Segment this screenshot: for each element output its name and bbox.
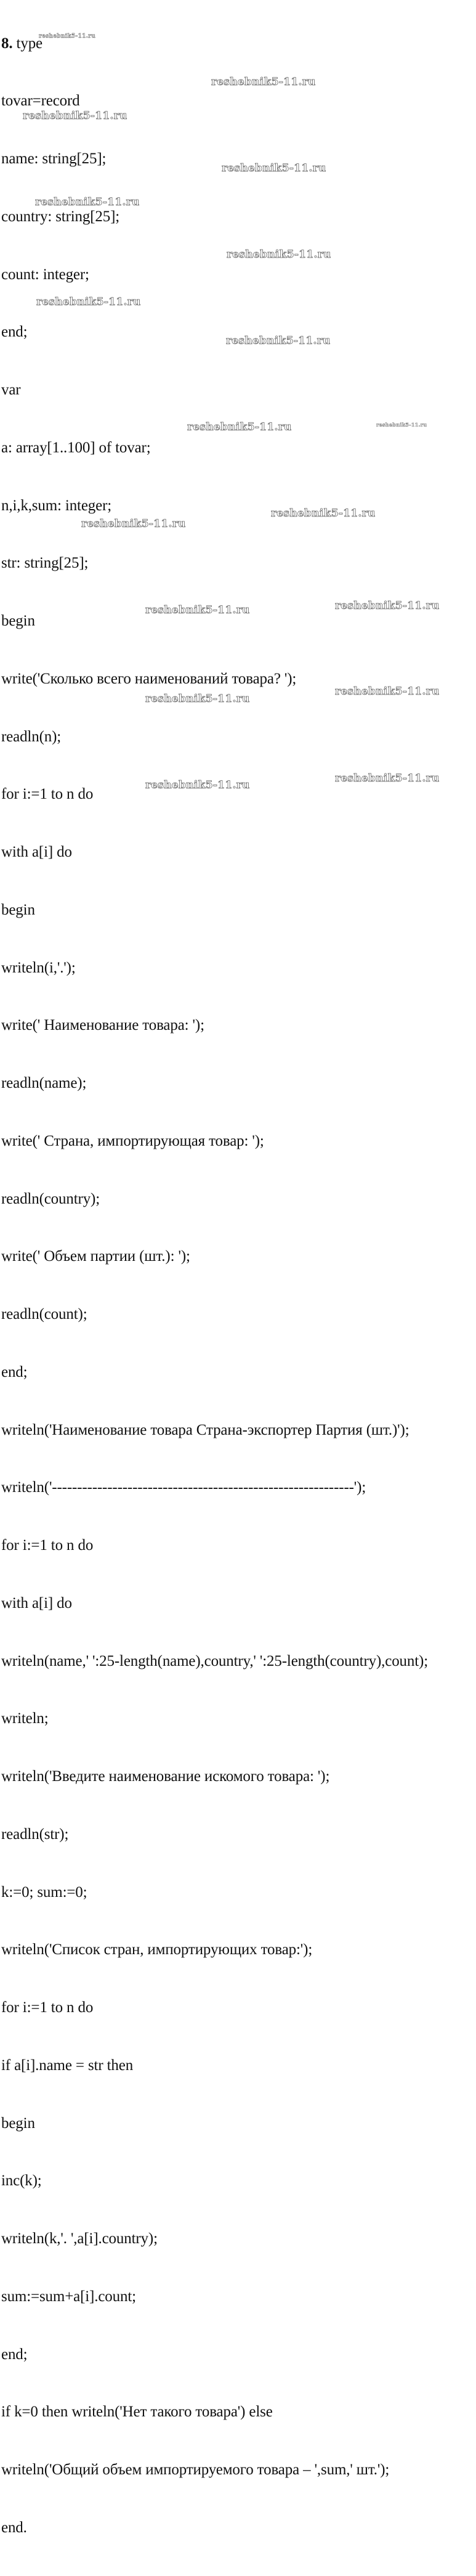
code-line: n,i,k,sum: integer;	[1, 497, 112, 514]
code-line: begin	[1, 901, 35, 918]
code-line: tovar=record	[1, 92, 80, 110]
code-line: if a[i].name = str then	[1, 2056, 134, 2074]
watermark: reshebnik5-11.ru	[335, 600, 440, 612]
code-line: write(' Страна, импортирующая товар: ');	[1, 1132, 264, 1149]
code-line: if k=0 then writeln('Нет такого товара') else	[1, 2403, 273, 2421]
watermark: reshebnik5-11.ru	[145, 779, 250, 791]
code-line: for i:=1 to n do	[1, 786, 94, 803]
code-line: end.	[1, 2519, 27, 2536]
code-line: readln(name);	[1, 1075, 87, 1091]
code-line: writeln('Введите наименование искомого товара: ');	[1, 1768, 330, 1785]
watermark: reshebnik5-11.ru	[222, 162, 326, 174]
code-line: with a[i] do	[1, 844, 72, 860]
code-line: end;	[1, 2346, 28, 2363]
code-line: writeln('Наименование товара Страна-экспортер Партия (шт.)');	[1, 1421, 409, 1438]
code-line: a: array[1..100] of tovar;	[1, 439, 151, 456]
code-line: begin	[1, 2114, 35, 2132]
watermark: reshebnik5-11.ru	[187, 421, 292, 433]
code-line: begin	[1, 613, 35, 629]
watermark: reshebnik5-11.ru	[227, 248, 331, 261]
code-line: write('Сколько всего наименований товара? ');	[1, 670, 297, 687]
code-line: writeln(k,'. ',a[i].country);	[1, 2230, 158, 2247]
watermark: reshebnik5-11.ru	[335, 772, 440, 785]
code-line: with a[i] do	[1, 1594, 72, 1612]
code-line: write(' Наименование товара: ');	[1, 1017, 204, 1034]
code-line: for i:=1 to n do	[1, 1999, 94, 2016]
code-line: write(' Объем партии (шт.): ');	[1, 1248, 190, 1265]
code-line: country: string[25];	[1, 208, 120, 225]
code-line: writeln('Общий объем импортируемого товара – ',sum,' шт.');	[1, 2461, 390, 2478]
code-line: count: integer;	[1, 266, 89, 283]
watermark: reshebnik5-11.ru	[335, 685, 440, 698]
code-line: readln(n);	[1, 728, 62, 745]
code-line: readln(count);	[1, 1306, 87, 1323]
code-line: end;	[1, 324, 28, 341]
code-line: readln(str);	[1, 1825, 69, 1843]
watermark: reshebnik5-11.ru	[145, 693, 250, 705]
watermark: reshebnik5-11.ru	[145, 604, 250, 616]
code-line: readln(country);	[1, 1190, 100, 1207]
code-line: sum:=sum+a[i].count;	[1, 2288, 136, 2305]
code-line: for i:=1 to n do	[1, 1537, 94, 1554]
watermark: reshebnik5-11.ru	[23, 110, 127, 122]
watermark: reshebnik5-11.ru	[36, 296, 141, 308]
watermark: reshebnik5-11.ru	[226, 335, 331, 347]
pascal-code-listing	[1, 0, 428, 2576]
code-line: var	[1, 381, 21, 398]
code-line: writeln('Список стран, импортирующих товар:');	[1, 1941, 313, 1958]
watermark: reshebnik5-11.ru	[271, 507, 376, 520]
code-line: inc(k);	[1, 2172, 42, 2190]
watermark: reshebnik5-11.ru	[81, 518, 186, 530]
code-line: writeln;	[1, 1710, 49, 1727]
code-line: writeln(name,' ':25-length(name),country,' ':25-length(country),count);	[1, 1652, 429, 1669]
code-line: end;	[1, 1363, 28, 1380]
watermark: reshebnik5-11.ru	[39, 33, 96, 39]
code-line: k:=0; sum:=0;	[1, 1883, 87, 1901]
code-line: str: string[25];	[1, 555, 89, 572]
code-line-text: type	[12, 35, 42, 52]
code-line: writeln('------------------------------------------------------------');	[1, 1479, 366, 1496]
problem-number: 8.	[1, 35, 13, 52]
watermark: reshebnik5-11.ru	[376, 422, 427, 428]
watermark: reshebnik5-11.ru	[35, 196, 140, 208]
watermark: reshebnik5-11.ru	[211, 76, 316, 88]
code-line: writeln(i,'.');	[1, 959, 76, 976]
code-line: name: string[25];	[1, 150, 107, 167]
